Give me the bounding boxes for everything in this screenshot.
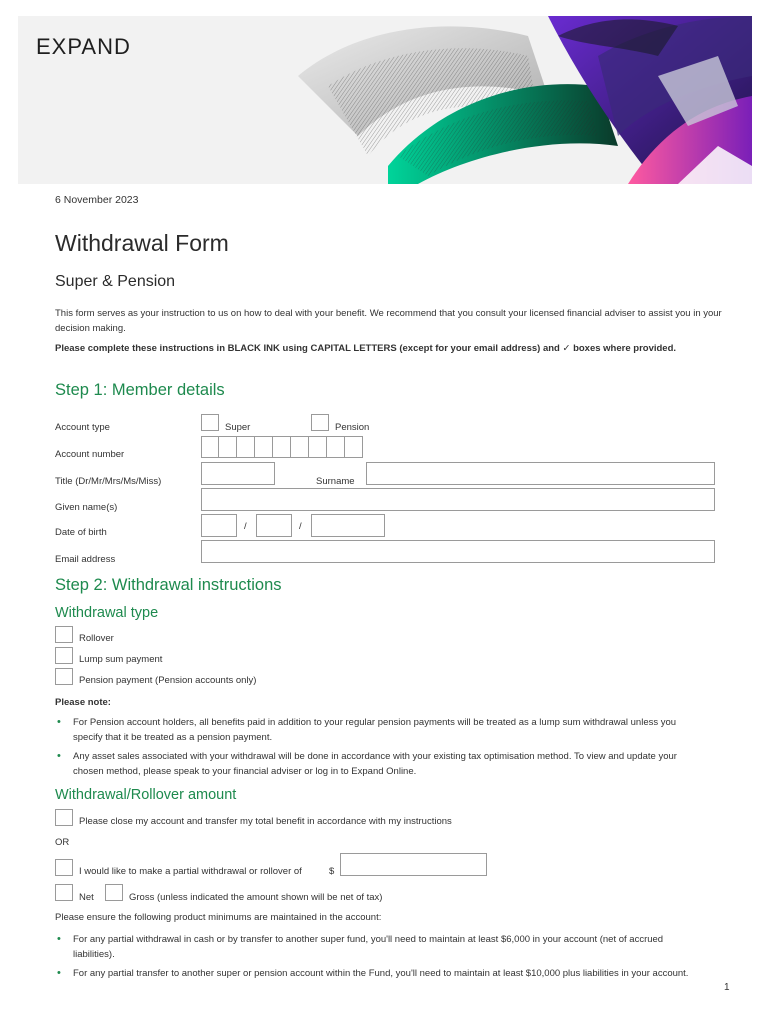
- account-digit-cell[interactable]: [255, 436, 273, 458]
- account-digit-cell[interactable]: [219, 436, 237, 458]
- list-item: • For any partial withdrawal in cash or by transfer to another super fund, you'll need to maintain at least $6,000 in your account (net of accrued liabilities).: [55, 932, 705, 962]
- given-names-field[interactable]: [201, 488, 715, 511]
- page-number: 1: [724, 982, 730, 993]
- account-type-label: Account type: [55, 422, 110, 433]
- lump-sum-label: Lump sum payment: [79, 654, 163, 665]
- account-digit-cell[interactable]: [327, 436, 345, 458]
- net-label: Net: [79, 892, 94, 903]
- minimums-intro: Please ensure the following product minimums are maintained in the account:: [55, 912, 382, 923]
- dob-label: Date of birth: [55, 527, 107, 538]
- header-artwork: [298, 16, 752, 184]
- page-header: [18, 16, 752, 184]
- partial-label: I would like to make a partial withdrawal or rollover of: [79, 866, 302, 877]
- email-label: Email address: [55, 554, 116, 565]
- rollover-checkbox[interactable]: [55, 626, 73, 643]
- amount-heading: Withdrawal/Rollover amount: [55, 787, 237, 803]
- expand-logo: EXPAND: [36, 34, 131, 59]
- title-field[interactable]: [201, 462, 275, 485]
- dob-day-field[interactable]: [201, 514, 237, 537]
- title-label: Title (Dr/Mr/Mrs/Ms/Miss): [55, 476, 162, 487]
- account-digit-cell[interactable]: [309, 436, 327, 458]
- form-page: [18, 16, 752, 1016]
- close-account-checkbox[interactable]: [55, 809, 73, 826]
- dob-year-field[interactable]: [311, 514, 385, 537]
- document-date: 6 November 2023: [55, 194, 139, 206]
- pension-payment-checkbox[interactable]: [55, 668, 73, 685]
- lump-sum-checkbox[interactable]: [55, 647, 73, 664]
- pension-checkbox[interactable]: [311, 414, 329, 431]
- account-digit-cell[interactable]: [237, 436, 255, 458]
- step1-heading: Step 1: Member details: [55, 381, 225, 399]
- dob-month-field[interactable]: [256, 514, 292, 537]
- notes-list: [55, 715, 705, 783]
- account-digit-cell[interactable]: [291, 436, 309, 458]
- step2-heading: Step 2: Withdrawal instructions: [55, 576, 282, 594]
- page-title: Withdrawal Form: [55, 230, 229, 256]
- account-digit-cell[interactable]: [345, 436, 363, 458]
- intro-text: This form serves as your instruction to us on how to deal with your benefit. We recommend that you consult your licensed financial adviser to assist you in your decision making.: [55, 308, 722, 334]
- currency-label: $: [329, 866, 335, 877]
- dob-separator: /: [244, 521, 247, 532]
- account-number-label: Account number: [55, 449, 125, 460]
- withdrawal-type-heading: Withdrawal type: [55, 605, 159, 621]
- close-account-label: Please close my account and transfer my total benefit in accordance with my instructions: [79, 816, 452, 827]
- surname-field[interactable]: [366, 462, 715, 485]
- net-checkbox[interactable]: [55, 884, 73, 901]
- minimums-list: [55, 932, 705, 985]
- list-item: • For Pension account holders, all benefits paid in addition to your regular pension payments will be treated as a lump sum withdrawal unless you specify that it be treated as a pension payment.: [55, 715, 705, 745]
- given-names-label: Given name(s): [55, 502, 118, 513]
- account-digit-cell[interactable]: [273, 436, 291, 458]
- list-item: • For any partial transfer to another super or pension account within the Fund, you'll need to maintain at least $10,000 plus liabilities in your account.: [55, 966, 705, 981]
- rollover-label: Rollover: [79, 633, 114, 644]
- super-label: Super: [225, 422, 251, 433]
- pension-payment-label: Pension payment (Pension accounts only): [79, 675, 257, 686]
- amount-field[interactable]: [340, 853, 487, 876]
- super-checkbox[interactable]: [201, 414, 219, 431]
- pension-label: Pension: [335, 422, 370, 433]
- please-note-label: Please note:: [55, 697, 111, 708]
- dob-separator: /: [299, 521, 302, 532]
- page-subtitle: Super & Pension: [55, 273, 176, 290]
- list-item: • Any asset sales associated with your withdrawal will be done in accordance with your existing tax optimisation method. To view and update your chosen method, please speak to your financial adviser or log in to Expand Online.: [55, 749, 705, 779]
- gross-checkbox[interactable]: [105, 884, 123, 901]
- account-number-field[interactable]: [201, 436, 363, 458]
- account-digit-cell[interactable]: [201, 436, 219, 458]
- surname-label: Surname: [316, 476, 355, 487]
- or-label: OR: [55, 837, 70, 848]
- gross-label: Gross (unless indicated the amount shown will be net of tax): [129, 892, 383, 903]
- email-field[interactable]: [201, 540, 715, 563]
- instruction-text: Please complete these instructions in BLACK INK using CAPITAL LETTERS (except for your email address) and ✓ boxes where provided.: [55, 343, 677, 354]
- partial-checkbox[interactable]: [55, 859, 73, 876]
